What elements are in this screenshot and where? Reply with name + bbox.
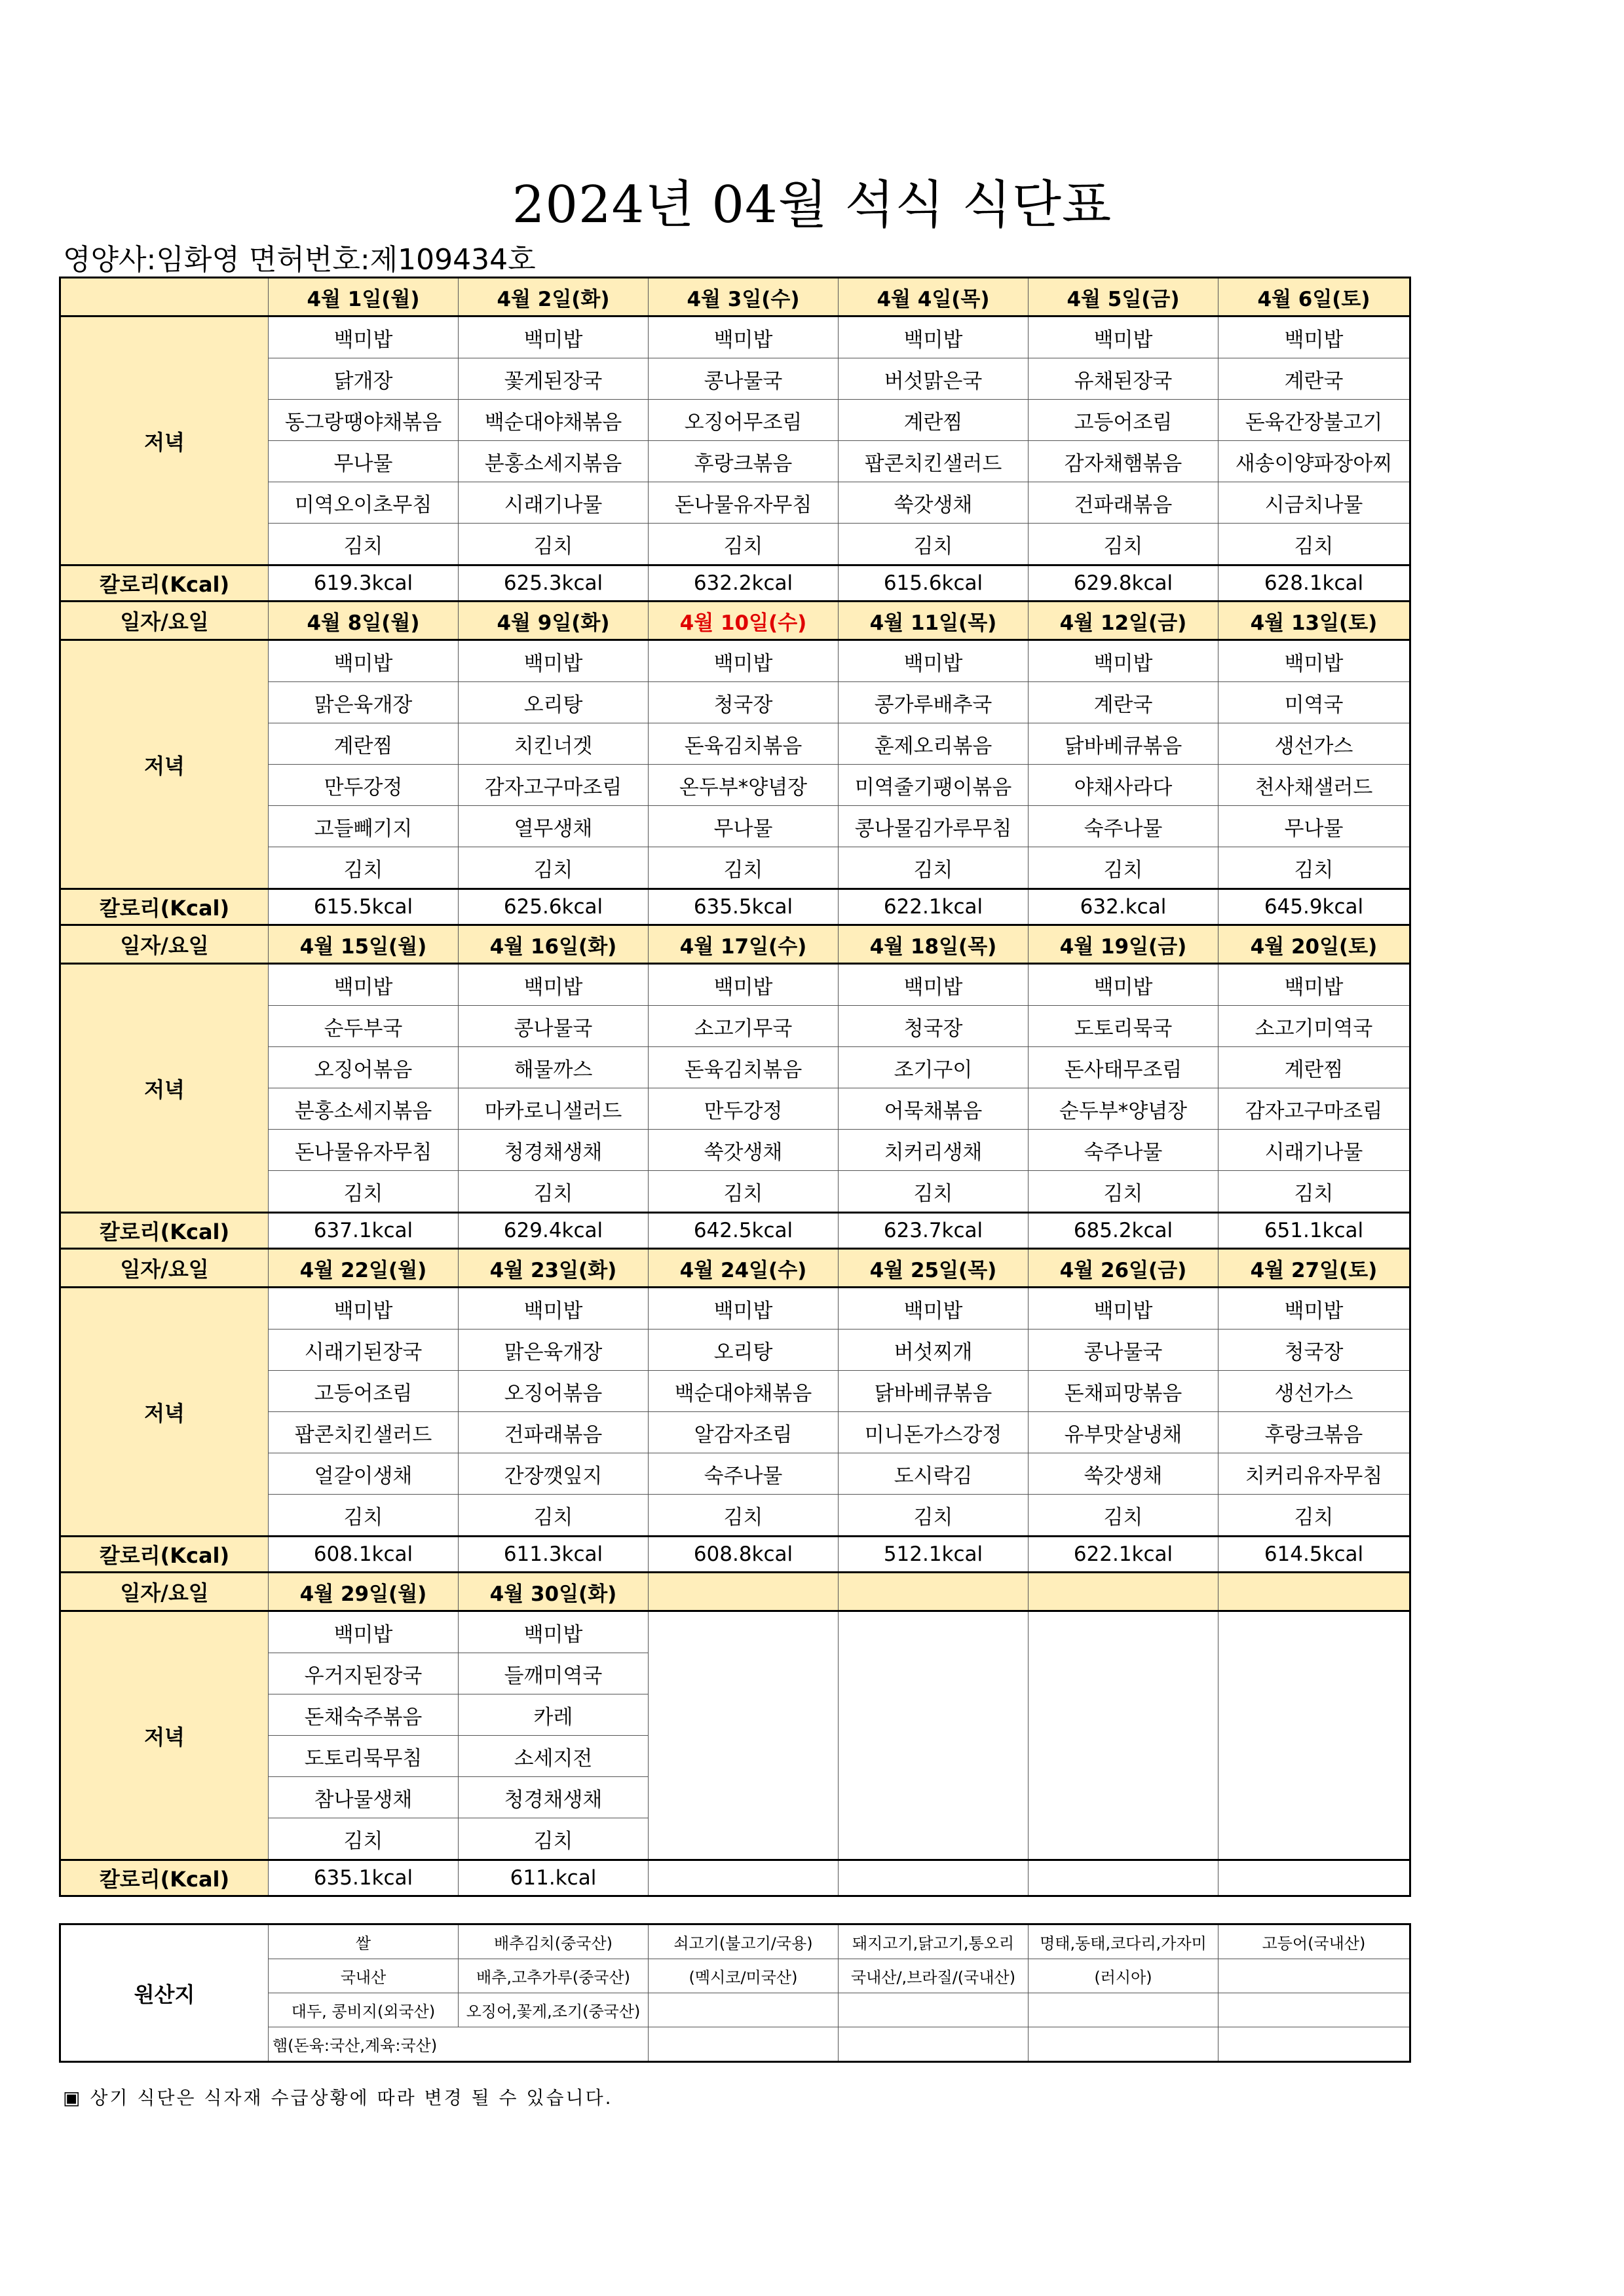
calorie-value: 685.2kcal <box>1029 1213 1218 1249</box>
calorie-label: 칼로리(Kcal) <box>60 565 269 602</box>
menu-item: 생선가스 <box>1218 1371 1410 1412</box>
menu-item: 김치 <box>1029 1171 1218 1213</box>
calorie-value <box>1029 1860 1218 1896</box>
day-header: 4월 19일(금) <box>1029 925 1218 964</box>
menu-item: 감자고구마조림 <box>1218 1088 1410 1130</box>
calorie-row <box>60 1860 1410 1896</box>
menu-item: 김치 <box>459 1495 649 1537</box>
empty-cell <box>649 1611 839 1860</box>
menu-item: 후랑크볶음 <box>1218 1412 1410 1453</box>
calorie-value: 635.1kcal <box>269 1860 459 1896</box>
menu-item: 김치 <box>1029 847 1218 889</box>
menu-item: 알감자조림 <box>649 1412 839 1453</box>
day-header: 4월 24일(수) <box>649 1249 839 1288</box>
menu-item: 오징어무조림 <box>649 400 839 441</box>
corner-cell <box>60 278 269 316</box>
menu-item: 새송이양파장아찌 <box>1218 441 1410 482</box>
menu-item: 백미밥 <box>269 640 459 682</box>
calorie-value: 632.kcal <box>1029 889 1218 925</box>
origin-item: 배추,고추가루(중국산) <box>459 1959 649 1993</box>
menu-item: 청국장 <box>839 1006 1029 1047</box>
menu-item: 백미밥 <box>269 1611 459 1653</box>
menu-item: 미역국 <box>1218 682 1410 723</box>
origin-item: 고등어(국내산) <box>1218 1924 1410 1959</box>
calorie-value: 615.6kcal <box>839 565 1029 602</box>
menu-item: 김치 <box>839 1171 1029 1213</box>
meal-label: 저녁 <box>60 1288 269 1537</box>
day-header: 4월 25일(목) <box>839 1249 1029 1288</box>
page-title: 2024년 04월 석식 식단표 <box>512 176 1112 235</box>
menu-item: 마카로니샐러드 <box>459 1088 649 1130</box>
menu-row <box>60 964 1410 1006</box>
day-header: 4월 15일(월) <box>269 925 459 964</box>
menu-item: 김치 <box>269 1818 459 1860</box>
calorie-value: 642.5kcal <box>649 1213 839 1249</box>
menu-item: 김치 <box>839 524 1029 565</box>
menu-item: 김치 <box>649 1495 839 1537</box>
calorie-value: 625.3kcal <box>459 565 649 602</box>
menu-item: 오리탕 <box>649 1330 839 1371</box>
menu-item: 백미밥 <box>649 316 839 358</box>
menu-item: 감자고구마조림 <box>459 765 649 806</box>
menu-item: 백미밥 <box>649 964 839 1006</box>
menu-item: 청경채생채 <box>459 1130 649 1171</box>
menu-item: 닭바베큐볶음 <box>1029 723 1218 765</box>
empty-cell <box>1029 2027 1218 2062</box>
menu-item: 동그랑땡야채볶음 <box>269 400 459 441</box>
origin-item: 돼지고기,닭고기,통오리 <box>839 1924 1029 1959</box>
menu-item: 백미밥 <box>839 640 1029 682</box>
calorie-row <box>60 1213 1410 1249</box>
menu-item: 김치 <box>1029 1495 1218 1537</box>
menu-item: 미니돈가스강정 <box>839 1412 1029 1453</box>
empty-cell <box>649 1993 839 2027</box>
menu-item: 청국장 <box>1218 1330 1410 1371</box>
day-header: 4월 16일(화) <box>459 925 649 964</box>
calorie-label: 칼로리(Kcal) <box>60 1213 269 1249</box>
menu-item: 백미밥 <box>1029 964 1218 1006</box>
calorie-value: 645.9kcal <box>1218 889 1410 925</box>
menu-item: 고등어조림 <box>1029 400 1218 441</box>
origin-row <box>60 1924 1410 1959</box>
calorie-label: 칼로리(Kcal) <box>60 1860 269 1896</box>
calorie-label: 칼로리(Kcal) <box>60 889 269 925</box>
menu-item: 조기구이 <box>839 1047 1029 1088</box>
date-header-row <box>60 602 1410 640</box>
menu-item: 돈나물유자무침 <box>269 1130 459 1171</box>
menu-item: 돈나물유자무침 <box>649 482 839 524</box>
menu-item: 쑥갓생채 <box>1029 1453 1218 1495</box>
menu-item: 버섯맑은국 <box>839 358 1029 400</box>
origin-item: 국내산 <box>269 1959 459 1993</box>
menu-item: 어묵채볶음 <box>839 1088 1029 1130</box>
menu-item: 분홍소세지볶음 <box>269 1088 459 1130</box>
meal-label: 저녁 <box>60 1611 269 1860</box>
menu-item: 온두부*양념장 <box>649 765 839 806</box>
calorie-value: 637.1kcal <box>269 1213 459 1249</box>
menu-item: 무나물 <box>269 441 459 482</box>
menu-item: 열무생채 <box>459 806 649 847</box>
origin-item <box>1218 1959 1410 1993</box>
menu-table <box>59 277 1411 1897</box>
menu-item: 카레 <box>459 1694 649 1736</box>
menu-item: 소고기무국 <box>649 1006 839 1047</box>
calorie-value <box>649 1860 839 1896</box>
origin-label: 원산지 <box>60 1924 269 2062</box>
meal-label: 저녁 <box>60 640 269 889</box>
calorie-value: 623.7kcal <box>839 1213 1029 1249</box>
menu-item: 야채사라다 <box>1029 765 1218 806</box>
menu-item: 미역오이초무침 <box>269 482 459 524</box>
menu-item: 김치 <box>839 847 1029 889</box>
menu-item: 시래기나물 <box>1218 1130 1410 1171</box>
calorie-value: 611.kcal <box>459 1860 649 1896</box>
origin-item: 국내산/,브라질/(국내산) <box>839 1959 1029 1993</box>
menu-item: 맑은육개장 <box>269 682 459 723</box>
menu-item: 분홍소세지볶음 <box>459 441 649 482</box>
menu-item: 백미밥 <box>459 964 649 1006</box>
menu-item: 건파래볶음 <box>459 1412 649 1453</box>
menu-item: 백미밥 <box>649 640 839 682</box>
menu-item: 백미밥 <box>269 964 459 1006</box>
menu-item: 콩나물국 <box>1029 1330 1218 1371</box>
day-header: 4월 26일(금) <box>1029 1249 1218 1288</box>
menu-item: 콩나물김가루무침 <box>839 806 1029 847</box>
day-header: 4월 9일(화) <box>459 602 649 640</box>
day-header: 4월 17일(수) <box>649 925 839 964</box>
calorie-value: 651.1kcal <box>1218 1213 1410 1249</box>
menu-item: 김치 <box>649 1171 839 1213</box>
menu-item: 무나물 <box>1218 806 1410 847</box>
menu-item: 치커리생채 <box>839 1130 1029 1171</box>
menu-item: 도시락김 <box>839 1453 1029 1495</box>
menu-item: 김치 <box>459 1171 649 1213</box>
date-label: 일자/요일 <box>60 602 269 640</box>
menu-item: 콩가루배추국 <box>839 682 1029 723</box>
menu-item: 백미밥 <box>839 1288 1029 1330</box>
menu-item: 백미밥 <box>269 1288 459 1330</box>
day-header: 4월 29일(월) <box>269 1573 459 1611</box>
menu-item: 백미밥 <box>1029 640 1218 682</box>
empty-cell <box>1218 1993 1410 2027</box>
menu-item: 도토리묵무침 <box>269 1736 459 1777</box>
day-header: 4월 3일(수) <box>649 278 839 316</box>
day-header <box>1218 1573 1410 1611</box>
date-label: 일자/요일 <box>60 1249 269 1288</box>
menu-item: 만두강정 <box>269 765 459 806</box>
menu-item: 김치 <box>269 1171 459 1213</box>
day-header: 4월 18일(목) <box>839 925 1029 964</box>
menu-item: 돈채피망볶음 <box>1029 1371 1218 1412</box>
menu-item: 김치 <box>459 847 649 889</box>
calorie-label: 칼로리(Kcal) <box>60 1537 269 1573</box>
day-header: 4월 27일(토) <box>1218 1249 1410 1288</box>
menu-item: 김치 <box>649 524 839 565</box>
calorie-row <box>60 1537 1410 1573</box>
menu-item: 돈육간장불고기 <box>1218 400 1410 441</box>
origin-item: (러시아) <box>1029 1959 1218 1993</box>
menu-item: 무나물 <box>649 806 839 847</box>
menu-item: 김치 <box>1218 1171 1410 1213</box>
menu-item: 만두강정 <box>649 1088 839 1130</box>
origin-item: 오징어,꽃게,조기(중국산) <box>459 1993 649 2027</box>
menu-item: 백미밥 <box>459 1288 649 1330</box>
calorie-value: 629.8kcal <box>1029 565 1218 602</box>
menu-item: 김치 <box>1218 1495 1410 1537</box>
day-header: 4월 4일(목) <box>839 278 1029 316</box>
empty-cell <box>1218 2027 1410 2062</box>
menu-item: 생선가스 <box>1218 723 1410 765</box>
menu-item: 참나물생채 <box>269 1777 459 1818</box>
date-header-row <box>60 925 1410 964</box>
menu-item: 치커리유자무침 <box>1218 1453 1410 1495</box>
menu-item: 고등어조림 <box>269 1371 459 1412</box>
menu-item: 계란찜 <box>839 400 1029 441</box>
menu-item: 백미밥 <box>1029 1288 1218 1330</box>
menu-item: 청국장 <box>649 682 839 723</box>
calorie-value: 635.5kcal <box>649 889 839 925</box>
menu-row <box>60 1611 1410 1653</box>
day-header <box>839 1573 1029 1611</box>
menu-item: 얼갈이생채 <box>269 1453 459 1495</box>
origin-table <box>59 1923 1411 2063</box>
menu-row <box>60 316 1410 358</box>
menu-item: 훈제오리볶음 <box>839 723 1029 765</box>
calorie-value: 512.1kcal <box>839 1537 1029 1573</box>
menu-item: 숙주나물 <box>1029 806 1218 847</box>
menu-item: 백미밥 <box>839 316 1029 358</box>
day-header: 4월 13일(토) <box>1218 602 1410 640</box>
empty-cell <box>1029 1993 1218 2027</box>
menu-item: 김치 <box>269 1495 459 1537</box>
calorie-row <box>60 565 1410 602</box>
day-header: 4월 12일(금) <box>1029 602 1218 640</box>
day-header <box>1029 1573 1218 1611</box>
menu-item: 김치 <box>459 524 649 565</box>
menu-item: 청경채생채 <box>459 1777 649 1818</box>
menu-item: 시래기된장국 <box>269 1330 459 1371</box>
menu-item: 백순대야채볶음 <box>459 400 649 441</box>
day-header: 4월 8일(월) <box>269 602 459 640</box>
menu-item: 소세지전 <box>459 1736 649 1777</box>
meal-label: 저녁 <box>60 316 269 565</box>
menu-item: 팝콘치킨샐러드 <box>839 441 1029 482</box>
origin-item: 쌀 <box>269 1924 459 1959</box>
day-header: 4월 30일(화) <box>459 1573 649 1611</box>
menu-item: 우거지된장국 <box>269 1653 459 1694</box>
menu-item: 오징어볶음 <box>459 1371 649 1412</box>
calorie-value: 625.6kcal <box>459 889 649 925</box>
menu-item: 돈사태무조림 <box>1029 1047 1218 1088</box>
menu-item: 김치 <box>1029 524 1218 565</box>
menu-item: 백미밥 <box>459 1611 649 1653</box>
day-header: 4월 10일(수) <box>649 602 839 640</box>
menu-item: 팝콘치킨샐러드 <box>269 1412 459 1453</box>
menu-item: 계란찜 <box>1218 1047 1410 1088</box>
day-header: 4월 11일(목) <box>839 602 1029 640</box>
menu-item: 꽃게된장국 <box>459 358 649 400</box>
date-label: 일자/요일 <box>60 1573 269 1611</box>
menu-item: 해물까스 <box>459 1047 649 1088</box>
menu-item: 백미밥 <box>649 1288 839 1330</box>
menu-item: 김치 <box>269 847 459 889</box>
calorie-value: 619.3kcal <box>269 565 459 602</box>
menu-item: 건파래볶음 <box>1029 482 1218 524</box>
calorie-value: 629.4kcal <box>459 1213 649 1249</box>
menu-item: 백미밥 <box>1218 1288 1410 1330</box>
origin-item: 명태,동태,코다리,가자미 <box>1029 1924 1218 1959</box>
calorie-value: 628.1kcal <box>1218 565 1410 602</box>
calorie-value: 608.8kcal <box>649 1537 839 1573</box>
menu-item: 백순대야채볶음 <box>649 1371 839 1412</box>
origin-item: 쇠고기(불고기/국용) <box>649 1924 839 1959</box>
menu-item: 김치 <box>269 524 459 565</box>
menu-item: 닭바베큐볶음 <box>839 1371 1029 1412</box>
menu-item: 오리탕 <box>459 682 649 723</box>
calorie-value: 632.2kcal <box>649 565 839 602</box>
origin-item: 배추김치(중국산) <box>459 1924 649 1959</box>
date-header-row <box>60 1573 1410 1611</box>
menu-item: 천사채샐러드 <box>1218 765 1410 806</box>
day-header: 4월 5일(금) <box>1029 278 1218 316</box>
day-header: 4월 23일(화) <box>459 1249 649 1288</box>
date-header-row <box>60 1249 1410 1288</box>
menu-item: 백미밥 <box>1218 964 1410 1006</box>
menu-item: 숙주나물 <box>1029 1130 1218 1171</box>
menu-item: 계란국 <box>1218 358 1410 400</box>
menu-item: 버섯찌개 <box>839 1330 1029 1371</box>
menu-item: 후랑크볶음 <box>649 441 839 482</box>
menu-item: 미역줄기팽이볶음 <box>839 765 1029 806</box>
calorie-value: 622.1kcal <box>1029 1537 1218 1573</box>
menu-item: 백미밥 <box>269 316 459 358</box>
empty-cell <box>1218 1611 1410 1860</box>
menu-item: 돈채숙주볶음 <box>269 1694 459 1736</box>
menu-item: 콩나물국 <box>649 358 839 400</box>
origin-item: 햄(돈육:국산,계육:국산) <box>269 2027 649 2062</box>
day-header: 4월 1일(월) <box>269 278 459 316</box>
menu-item: 계란찜 <box>269 723 459 765</box>
origin-item: 대두, 콩비지(외국산) <box>269 1993 459 2027</box>
calorie-value <box>839 1860 1029 1896</box>
menu-item: 닭개장 <box>269 358 459 400</box>
calorie-value: 622.1kcal <box>839 889 1029 925</box>
calorie-value <box>1218 1860 1410 1896</box>
day-header: 4월 22일(월) <box>269 1249 459 1288</box>
empty-cell <box>649 2027 839 2062</box>
calorie-value: 614.5kcal <box>1218 1537 1410 1573</box>
menu-item: 쑥갓생채 <box>839 482 1029 524</box>
menu-item: 도토리묵국 <box>1029 1006 1218 1047</box>
menu-item: 시금치나물 <box>1218 482 1410 524</box>
menu-item: 백미밥 <box>1218 316 1410 358</box>
day-header: 4월 20일(토) <box>1218 925 1410 964</box>
menu-row <box>60 1288 1410 1330</box>
empty-cell <box>1029 1611 1218 1860</box>
notice-text: ▣ 상기 식단은 식자재 수급상황에 따라 변경 될 수 있습니다. <box>63 2087 613 2109</box>
empty-cell <box>839 1611 1029 1860</box>
menu-item: 김치 <box>459 1818 649 1860</box>
calorie-row <box>60 889 1410 925</box>
date-header-row <box>60 278 1410 316</box>
menu-item: 김치 <box>1218 847 1410 889</box>
day-header <box>649 1573 839 1611</box>
menu-item: 순두부*양념장 <box>1029 1088 1218 1130</box>
menu-item: 돈육김치볶음 <box>649 1047 839 1088</box>
calorie-value: 608.1kcal <box>269 1537 459 1573</box>
day-header: 4월 6일(토) <box>1218 278 1410 316</box>
menu-item: 김치 <box>1218 524 1410 565</box>
menu-item: 김치 <box>839 1495 1029 1537</box>
menu-item: 유채된장국 <box>1029 358 1218 400</box>
menu-item: 순두부국 <box>269 1006 459 1047</box>
menu-item: 쑥갓생채 <box>649 1130 839 1171</box>
menu-item: 백미밥 <box>459 640 649 682</box>
menu-item: 고들빼기지 <box>269 806 459 847</box>
menu-item: 유부맛살냉채 <box>1029 1412 1218 1453</box>
menu-item: 간장깻잎지 <box>459 1453 649 1495</box>
meal-label: 저녁 <box>60 964 269 1213</box>
menu-item: 김치 <box>649 847 839 889</box>
calorie-value: 611.3kcal <box>459 1537 649 1573</box>
menu-item: 시래기나물 <box>459 482 649 524</box>
day-header: 4월 2일(화) <box>459 278 649 316</box>
menu-item: 계란국 <box>1029 682 1218 723</box>
menu-item: 들깨미역국 <box>459 1653 649 1694</box>
empty-cell <box>839 1993 1029 2027</box>
menu-item: 감자채햄볶음 <box>1029 441 1218 482</box>
menu-row <box>60 640 1410 682</box>
menu-item: 백미밥 <box>459 316 649 358</box>
menu-item: 돈육김치볶음 <box>649 723 839 765</box>
nutritionist-info: 영양사:임화영 면허번호:제109434호 <box>63 243 536 277</box>
menu-item: 소고기미역국 <box>1218 1006 1410 1047</box>
menu-item: 백미밥 <box>1218 640 1410 682</box>
menu-item: 백미밥 <box>839 964 1029 1006</box>
empty-cell <box>839 2027 1029 2062</box>
menu-item: 백미밥 <box>1029 316 1218 358</box>
origin-item: (멕시코/미국산) <box>649 1959 839 1993</box>
menu-item: 숙주나물 <box>649 1453 839 1495</box>
menu-item: 치킨너겟 <box>459 723 649 765</box>
menu-item: 맑은육개장 <box>459 1330 649 1371</box>
calorie-value: 615.5kcal <box>269 889 459 925</box>
menu-item: 콩나물국 <box>459 1006 649 1047</box>
menu-item: 오징어볶음 <box>269 1047 459 1088</box>
date-label: 일자/요일 <box>60 925 269 964</box>
